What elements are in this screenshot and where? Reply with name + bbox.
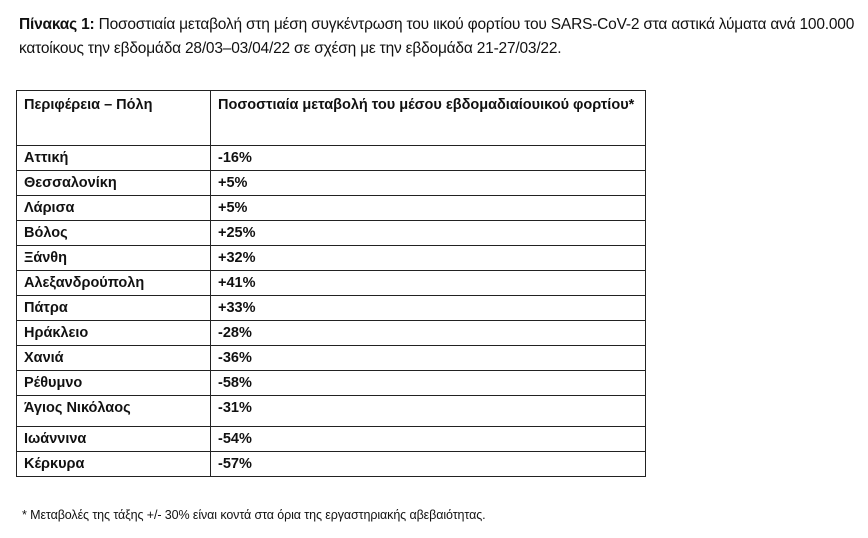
footnote: * Μεταβολές της τάξης +/- 30% είναι κοντά στα όρια της εργαστηριακής αβεβαιότητας. [22,508,486,522]
change-cell: +32% [211,246,646,271]
change-cell: +25% [211,221,646,246]
city-cell: Ξάνθη [17,246,211,271]
city-cell: Χανιά [17,346,211,371]
table-row [17,196,646,221]
city-cell: Θεσσαλονίκη [17,171,211,196]
change-cell: -16% [211,146,646,171]
table-row [17,321,646,346]
city-cell: Άγιος Νικόλαος [17,396,211,427]
city-cell: Ηράκλειο [17,321,211,346]
change-cell: +41% [211,271,646,296]
table-header-row [17,91,646,146]
city-cell: Κέρκυρα [17,452,211,477]
city-cell: Αττική [17,146,211,171]
city-cell: Αλεξανδρούπολη [17,271,211,296]
change-cell: +5% [211,196,646,221]
table-row [17,371,646,396]
city-cell: Ρέθυμνο [17,371,211,396]
table-row [17,271,646,296]
table-row [17,396,646,427]
change-cell: -54% [211,427,646,452]
caption-label: Πίνακας 1: [19,16,95,33]
table-row [17,146,646,171]
table-row [17,171,646,196]
wastewater-change-table [16,90,646,477]
change-cell: +5% [211,171,646,196]
header-region-city: Περιφέρεια – Πόλη [17,91,211,146]
table-row [17,221,646,246]
change-cell: -36% [211,346,646,371]
change-cell: +33% [211,296,646,321]
table-row [17,296,646,321]
change-cell: -28% [211,321,646,346]
city-cell: Πάτρα [17,296,211,321]
table-row [17,452,646,477]
city-cell: Βόλος [17,221,211,246]
caption-text: Ποσοστιαία μεταβολή στη μέση συγκέντρωση του ιικού φορτίου του SARS-CoV-2 στα αστικά λύματα ανά 100.000 κατοίκους την εβδομάδα 28/03–03/04/22 σε σχέση με την εβδομάδα 21-27/03/22. [19,16,855,57]
city-cell: Λάρισα [17,196,211,221]
table-row [17,427,646,452]
table-row [17,346,646,371]
change-cell: -58% [211,371,646,396]
table-row [17,246,646,271]
city-cell: Ιωάννινα [17,427,211,452]
change-cell: -31% [211,396,646,427]
header-percent-change: Ποσοστιαία μεταβολή του μέσου εβδομαδιαίουικού φορτίου* [211,91,646,146]
change-cell: -57% [211,452,646,477]
table-caption [19,13,859,61]
